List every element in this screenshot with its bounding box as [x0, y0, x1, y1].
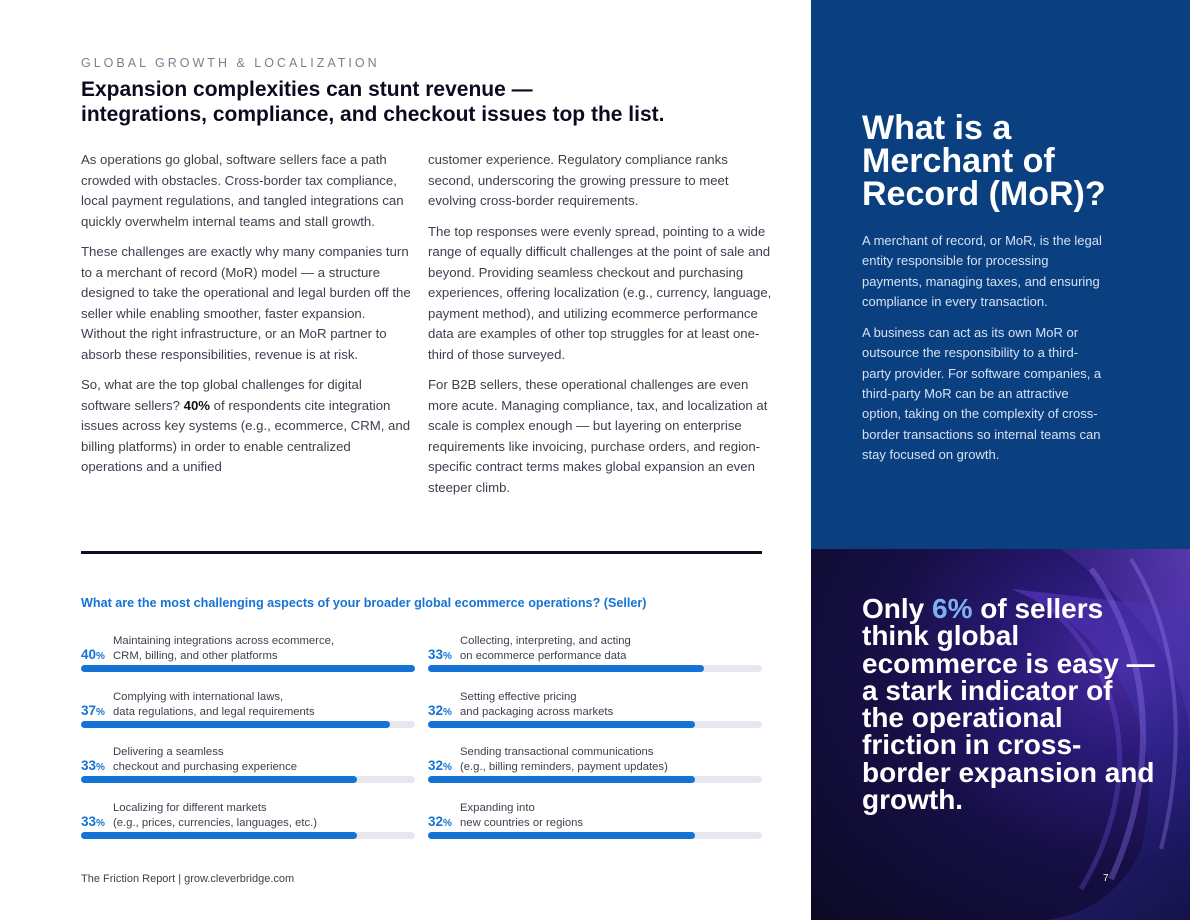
bar-label-line: checkout and purchasing experience	[113, 760, 298, 773]
bar-percent	[81, 814, 105, 829]
bar-label-line: (e.g., prices, currencies, languages, etc.)	[113, 816, 318, 829]
body-column-2	[428, 150, 773, 508]
bar-label-line: Maintaining integrations across ecommerce,	[113, 635, 335, 647]
stat-emphasis: 40%	[183, 397, 211, 413]
bar-fill	[428, 776, 695, 783]
bar-label-line: Localizing for different markets	[113, 802, 267, 814]
bar-label-line: on ecommerce performance data	[460, 649, 627, 662]
bar-item	[81, 741, 415, 789]
bar-track	[428, 832, 762, 839]
bar-percent-value: 33	[81, 758, 97, 773]
bar-fill	[428, 832, 695, 839]
bar-percent-suffix: %	[443, 818, 452, 829]
bar-percent-suffix: %	[96, 651, 105, 662]
bar-label-line: CRM, billing, and other platforms	[113, 649, 278, 662]
bar-percent-value: 32	[428, 703, 444, 718]
bar-label	[460, 634, 760, 663]
bar-fill	[81, 832, 357, 839]
bar-percent-value: 33	[81, 814, 97, 829]
survey-question: What are the most challenging aspects of your broader global ecommerce operations? (Seller)	[81, 596, 647, 610]
sidebar-title-line: What is a	[862, 109, 1012, 147]
bar-percent-suffix: %	[443, 707, 452, 718]
callout-text: of sellers think global ecommerce is easy — a stark indicator of the operational friction in cross-border expansion and growth.	[862, 593, 1155, 816]
bar-track	[81, 776, 415, 783]
sidebar-title-line: Record (MoR)?	[862, 175, 1106, 213]
bar-percent-suffix: %	[96, 818, 105, 829]
headline-line-1: Expansion complexities can stunt revenue —	[81, 78, 533, 101]
bar-label	[113, 801, 413, 830]
mor-sidebar	[811, 0, 1190, 549]
bar-percent	[428, 814, 452, 829]
page-number: 7	[1103, 873, 1109, 884]
bar-percent-suffix: %	[96, 707, 105, 718]
bar-percent-suffix: %	[443, 651, 452, 662]
paragraph-text: So, what are the top global challenges for digital software sellers?	[81, 377, 362, 413]
bar-percent	[81, 647, 105, 662]
body-column-1	[81, 150, 411, 488]
sidebar-title	[862, 109, 1162, 213]
paragraph-text: of respondents cite integration issues across key systems (e.g., ecommerce, CRM, and billing platforms) in order to enable centralized operations and a unified	[81, 397, 411, 474]
bar-label	[113, 634, 413, 663]
bar-percent	[428, 647, 452, 662]
section-eyebrow: GLOBAL GROWTH & LOCALIZATION	[81, 56, 380, 70]
stat-callout-panel	[811, 549, 1190, 920]
bar-percent-value: 32	[428, 758, 444, 773]
bar-track	[428, 721, 762, 728]
bar-percent	[428, 703, 452, 718]
bar-percent	[81, 703, 105, 718]
bar-fill	[428, 665, 704, 672]
bar-item	[428, 686, 762, 734]
bar-fill	[81, 721, 390, 728]
bar-label-line: Setting effective pricing	[460, 691, 577, 703]
bar-percent	[428, 758, 452, 773]
headline-line-2: integrations, compliance, and checkout issues top the list.	[81, 103, 665, 126]
paragraph: For B2B sellers, these operational challenges are even more acute. Managing compliance, tax, and localization at scale is complex enough — but layering on enterprise requirements like invoicing, purchase orders, and region-specific contract terms makes global expansion an even steeper climb.	[428, 377, 768, 495]
paragraph: These challenges are exactly why many companies turn to a merchant of record (MoR) model — a structure designed to take the operational and legal burden off the seller while enabling smoother, faster expansion. Without the right infrastructure, or an MoR partner to absorb these responsibilities, revenue is at risk.	[81, 244, 411, 362]
sidebar-paragraph: A merchant of record, or MoR, is the legal entity responsible for processing payments, managing taxes, and ensuring compliance in every transaction.	[862, 233, 1102, 309]
bar-label-line: (e.g., billing reminders, payment updates)	[460, 760, 668, 773]
bar-label-line: Sending transactional communications	[460, 746, 654, 758]
section-divider	[81, 551, 762, 554]
bar-label-line: Collecting, interpreting, and acting	[460, 635, 631, 647]
sidebar-body	[862, 231, 1102, 476]
callout-highlight-stat: 6%	[932, 593, 973, 624]
bar-track	[428, 776, 762, 783]
bar-label-line: data regulations, and legal requirements	[113, 705, 315, 718]
paragraph	[81, 375, 411, 478]
bar-label-line: Complying with international laws,	[113, 691, 284, 703]
bar-label	[113, 690, 413, 719]
bar-label	[460, 745, 760, 774]
bar-fill	[81, 665, 415, 672]
bar-label-line: and packaging across markets	[460, 705, 614, 718]
bar-track	[81, 721, 415, 728]
bar-item	[428, 630, 762, 678]
sidebar-paragraph: A business can act as its own MoR or outsource the responsibility to a third-party provider. For software companies, a third-party MoR can be an attractive option, taking on the complexity of cross-border transactions so internal teams can stay focused on growth.	[862, 325, 1102, 462]
bar-percent-value: 40	[81, 647, 97, 662]
bar-item	[428, 741, 762, 789]
bar-track	[81, 832, 415, 839]
paragraph: The top responses were evenly spread, pointing to a wide range of equally difficult challenges at the point of sale and beyond. Providing seamless checkout and purchasing experiences, offering localization (e.g., currency, language, payment method), and utilizing ecommerce performance data are examples of other top struggles for at least one-third of those surveyed.	[428, 223, 772, 362]
callout-text: Only	[862, 593, 933, 624]
bar-percent-suffix: %	[96, 762, 105, 773]
bar-label	[113, 745, 413, 774]
bar-fill	[428, 721, 695, 728]
stat-callout-text	[862, 593, 1162, 816]
bar-item	[428, 797, 762, 845]
bar-label-line: Delivering a seamless	[113, 746, 224, 758]
bar-item	[81, 686, 415, 734]
paragraph: As operations go global, software sellers face a path crowded with obstacles. Cross-border tax compliance, local payment regulations, and tangled integrations can quickly overwhelm internal teams and stall growth.	[81, 152, 404, 229]
page-headline	[81, 77, 781, 127]
bar-label-line: new countries or regions	[460, 816, 584, 829]
page-footer: The Friction Report | grow.cleverbridge.com	[81, 873, 295, 885]
bar-percent	[81, 758, 105, 773]
bar-percent-value: 32	[428, 814, 444, 829]
sidebar-title-line: Merchant of	[862, 142, 1055, 180]
bar-label	[460, 690, 760, 719]
bar-fill	[81, 776, 357, 783]
paragraph: customer experience. Regulatory compliance ranks second, underscoring the growing pressure to meet evolving cross-border requirements.	[428, 152, 729, 208]
bar-track	[81, 665, 415, 672]
bar-percent-value: 37	[81, 703, 97, 718]
bar-track	[428, 665, 762, 672]
bar-item	[81, 630, 415, 678]
bar-label-line: Expanding into	[460, 802, 535, 814]
bar-percent-suffix: %	[443, 762, 452, 773]
bar-percent-value: 33	[428, 647, 444, 662]
bar-label	[460, 801, 760, 830]
bar-item	[81, 797, 415, 845]
